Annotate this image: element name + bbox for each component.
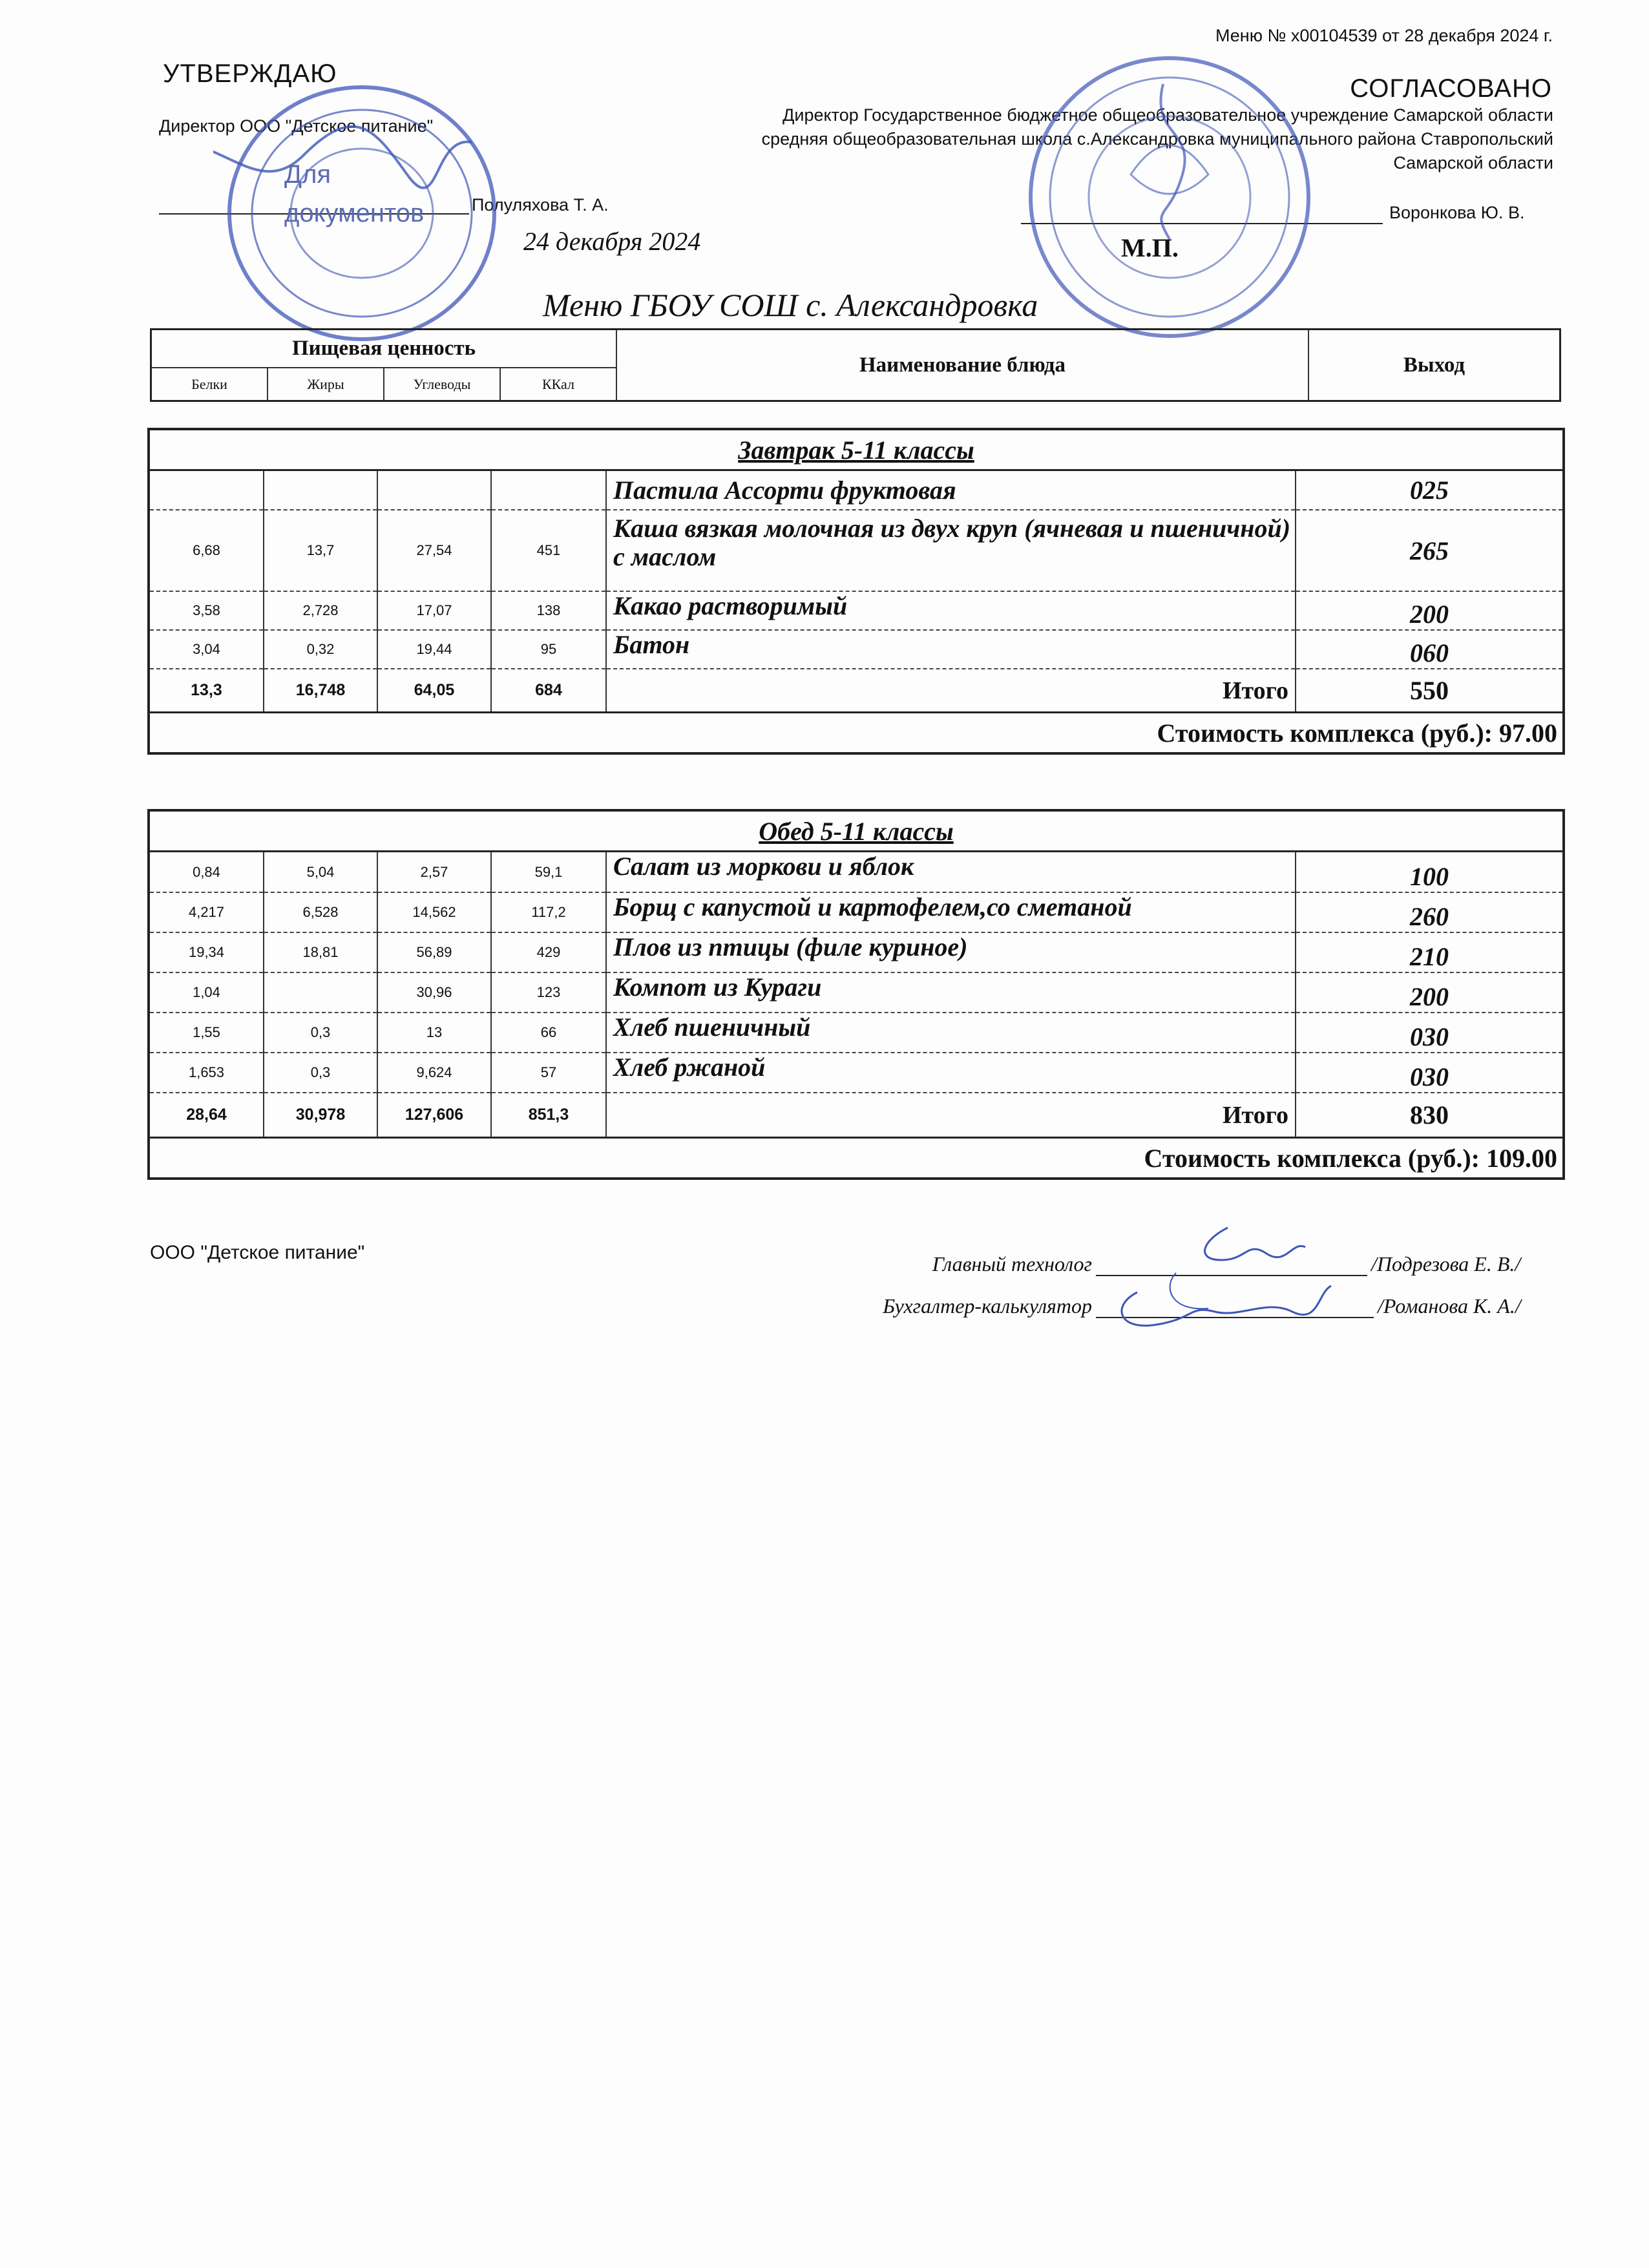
carbs-cell: 27,54 xyxy=(377,510,491,591)
breakfast-title xyxy=(150,430,1562,471)
protein-cell: 3,04 xyxy=(150,630,264,669)
dish-cell: Хлеб пшеничный xyxy=(606,1013,1296,1053)
protein-cell: 19,34 xyxy=(150,932,264,972)
lunch-table xyxy=(150,852,1562,1137)
breakfast-title-text: Завтрак 5-11 классы xyxy=(738,435,974,465)
protein-cell xyxy=(150,471,264,510)
breakfast-cost: Стоимость комплекса (руб.): 97.00 xyxy=(150,711,1562,752)
signature-name: /Подрезова Е. В./ xyxy=(1371,1252,1521,1276)
lunch-section xyxy=(147,809,1565,1180)
total-label: Итого xyxy=(606,669,1296,711)
carbs-cell: 14,562 xyxy=(377,892,491,932)
output-cell: 100 xyxy=(1296,852,1562,892)
output-cell: 060 xyxy=(1296,630,1562,669)
fat-cell: 0,32 xyxy=(264,630,377,669)
breakfast-table xyxy=(150,471,1562,711)
kcal-cell: 117,2 xyxy=(491,892,606,932)
approve-title: УТВЕРЖДАЮ xyxy=(163,59,337,88)
kcal-cell: 451 xyxy=(491,510,606,591)
kcal-cell xyxy=(491,471,606,510)
fat-cell: 6,528 xyxy=(264,892,377,932)
output-cell: 025 xyxy=(1296,471,1562,510)
table-row xyxy=(150,471,1562,510)
protein-total: 13,3 xyxy=(150,669,264,711)
carbs-cell: 13 xyxy=(377,1013,491,1053)
agree-position: Директор Государственное бюджетное общеобразовательное учреждение Самарской области средняя общеобразовательная школа с.Александровка муниципального района Ставропольский Самарской области xyxy=(761,105,1553,173)
handwritten-signature-icon xyxy=(1098,1215,1370,1344)
table-row xyxy=(150,972,1562,1013)
table-row xyxy=(150,591,1562,630)
carbs-cell: 56,89 xyxy=(377,932,491,972)
fat-cell: 0,3 xyxy=(264,1013,377,1053)
approve-name: Полуляхова Т. А. xyxy=(472,195,609,215)
output-total: 830 xyxy=(1410,1100,1449,1129)
total-row xyxy=(150,669,1562,711)
output-cell: 030 xyxy=(1296,1013,1562,1053)
output-cell: 265 xyxy=(1296,510,1562,591)
fat-total: 30,978 xyxy=(264,1093,377,1137)
total-row xyxy=(150,1093,1562,1137)
fat-cell: 0,3 xyxy=(264,1053,377,1093)
carbs-cell: 2,57 xyxy=(377,852,491,892)
lunch-title xyxy=(150,812,1562,852)
table-row xyxy=(150,1013,1562,1053)
kcal-cell: 95 xyxy=(491,630,606,669)
kcal-cell: 123 xyxy=(491,972,606,1013)
dish-cell: Пастила Ассорти фруктовая xyxy=(606,471,1296,510)
fat-cell xyxy=(264,972,377,1013)
kcal-cell: 138 xyxy=(491,591,606,630)
protein-cell: 1,04 xyxy=(150,972,264,1013)
output-total: 550 xyxy=(1410,676,1449,705)
dish-cell: Каша вязкая молочная из двух круп (ячневая и пшеничной) с маслом xyxy=(606,510,1296,591)
breakfast-section xyxy=(147,428,1565,755)
protein-cell: 1,55 xyxy=(150,1013,264,1053)
agree-title: СОГЛАСОВАНО xyxy=(1350,74,1552,103)
fat-total: 16,748 xyxy=(264,669,377,711)
school-seal-icon xyxy=(1002,45,1338,355)
protein-total: 28,64 xyxy=(150,1093,264,1137)
carbs-cell: 17,07 xyxy=(377,591,491,630)
table-row xyxy=(150,852,1562,892)
kcal-total: 684 xyxy=(491,669,606,711)
dish-cell: Плов из птицы (филе куриное) xyxy=(606,932,1296,972)
kcal-cell: 429 xyxy=(491,932,606,972)
fat-cell: 2,728 xyxy=(264,591,377,630)
kcal-cell: 59,1 xyxy=(491,852,606,892)
output-header: Выход xyxy=(1308,330,1560,401)
output-cell: 030 xyxy=(1296,1053,1562,1093)
carbs-cell: 30,96 xyxy=(377,972,491,1013)
kcal-cell: 66 xyxy=(491,1013,606,1053)
protein-cell: 1,653 xyxy=(150,1053,264,1093)
fat-header: Жиры xyxy=(268,368,384,401)
nutrition-header: Пищевая ценность xyxy=(151,330,617,368)
kcal-total: 851,3 xyxy=(491,1093,606,1137)
dish-cell: Хлеб ржаной xyxy=(606,1053,1296,1093)
protein-cell: 3,58 xyxy=(150,591,264,630)
stamp-text: Для документов xyxy=(284,160,425,227)
company-name: ООО "Детское питание" xyxy=(150,1242,365,1263)
carbs-total: 64,05 xyxy=(377,669,491,711)
protein-header: Белки xyxy=(151,368,268,401)
dish-cell: Борщ с капустой и картофелем,со сметаной xyxy=(606,892,1296,932)
dish-cell: Батон xyxy=(606,630,1296,669)
fat-cell: 5,04 xyxy=(264,852,377,892)
seal-label: М.П. xyxy=(1121,233,1179,262)
output-cell: 200 xyxy=(1296,972,1562,1013)
document-title: Меню ГБОУ СОШ с. Александровка xyxy=(543,287,1038,323)
approve-date: 24 декабря 2024 xyxy=(523,227,701,256)
carbs-header: Углеводы xyxy=(384,368,500,401)
fat-cell: 18,81 xyxy=(264,932,377,972)
carbs-cell xyxy=(377,471,491,510)
carbs-cell: 9,624 xyxy=(377,1053,491,1093)
output-cell: 260 xyxy=(1296,892,1562,932)
agree-name: Воронкова Ю. В. xyxy=(1389,203,1525,222)
fat-cell xyxy=(264,471,377,510)
table-row xyxy=(150,1053,1562,1093)
protein-cell: 6,68 xyxy=(150,510,264,591)
kcal-header: ККал xyxy=(500,368,616,401)
dish-cell: Компот из Кураги xyxy=(606,972,1296,1013)
protein-cell: 4,217 xyxy=(150,892,264,932)
lunch-title-text: Обед 5-11 классы xyxy=(759,816,954,846)
dish-header: Наименование блюда xyxy=(616,330,1308,401)
output-cell: 210 xyxy=(1296,932,1562,972)
output-cell: 200 xyxy=(1296,591,1562,630)
approve-position: Директор ООО "Детское питание" xyxy=(159,116,434,136)
carbs-cell: 19,44 xyxy=(377,630,491,669)
carbs-total: 127,606 xyxy=(377,1093,491,1137)
table-row xyxy=(150,892,1562,932)
lunch-cost: Стоимость комплекса (руб.): 109.00 xyxy=(150,1137,1562,1177)
signature-name: /Романова К. А./ xyxy=(1378,1294,1521,1318)
table-row xyxy=(150,630,1562,669)
dish-cell: Салат из моркови и яблок xyxy=(606,852,1296,892)
table-row xyxy=(150,932,1562,972)
signature-role: Бухгалтер-калькулятор xyxy=(883,1294,1092,1318)
signature-role: Главный технолог xyxy=(932,1252,1092,1276)
menu-number: Меню № х00104539 от 28 декабря 2024 г. xyxy=(1215,26,1553,45)
kcal-cell: 57 xyxy=(491,1053,606,1093)
dish-cell: Какао растворимый xyxy=(606,591,1296,630)
fat-cell: 13,7 xyxy=(264,510,377,591)
column-header-table xyxy=(150,328,1561,402)
protein-cell: 0,84 xyxy=(150,852,264,892)
table-row xyxy=(150,510,1562,591)
total-label: Итого xyxy=(606,1093,1296,1137)
